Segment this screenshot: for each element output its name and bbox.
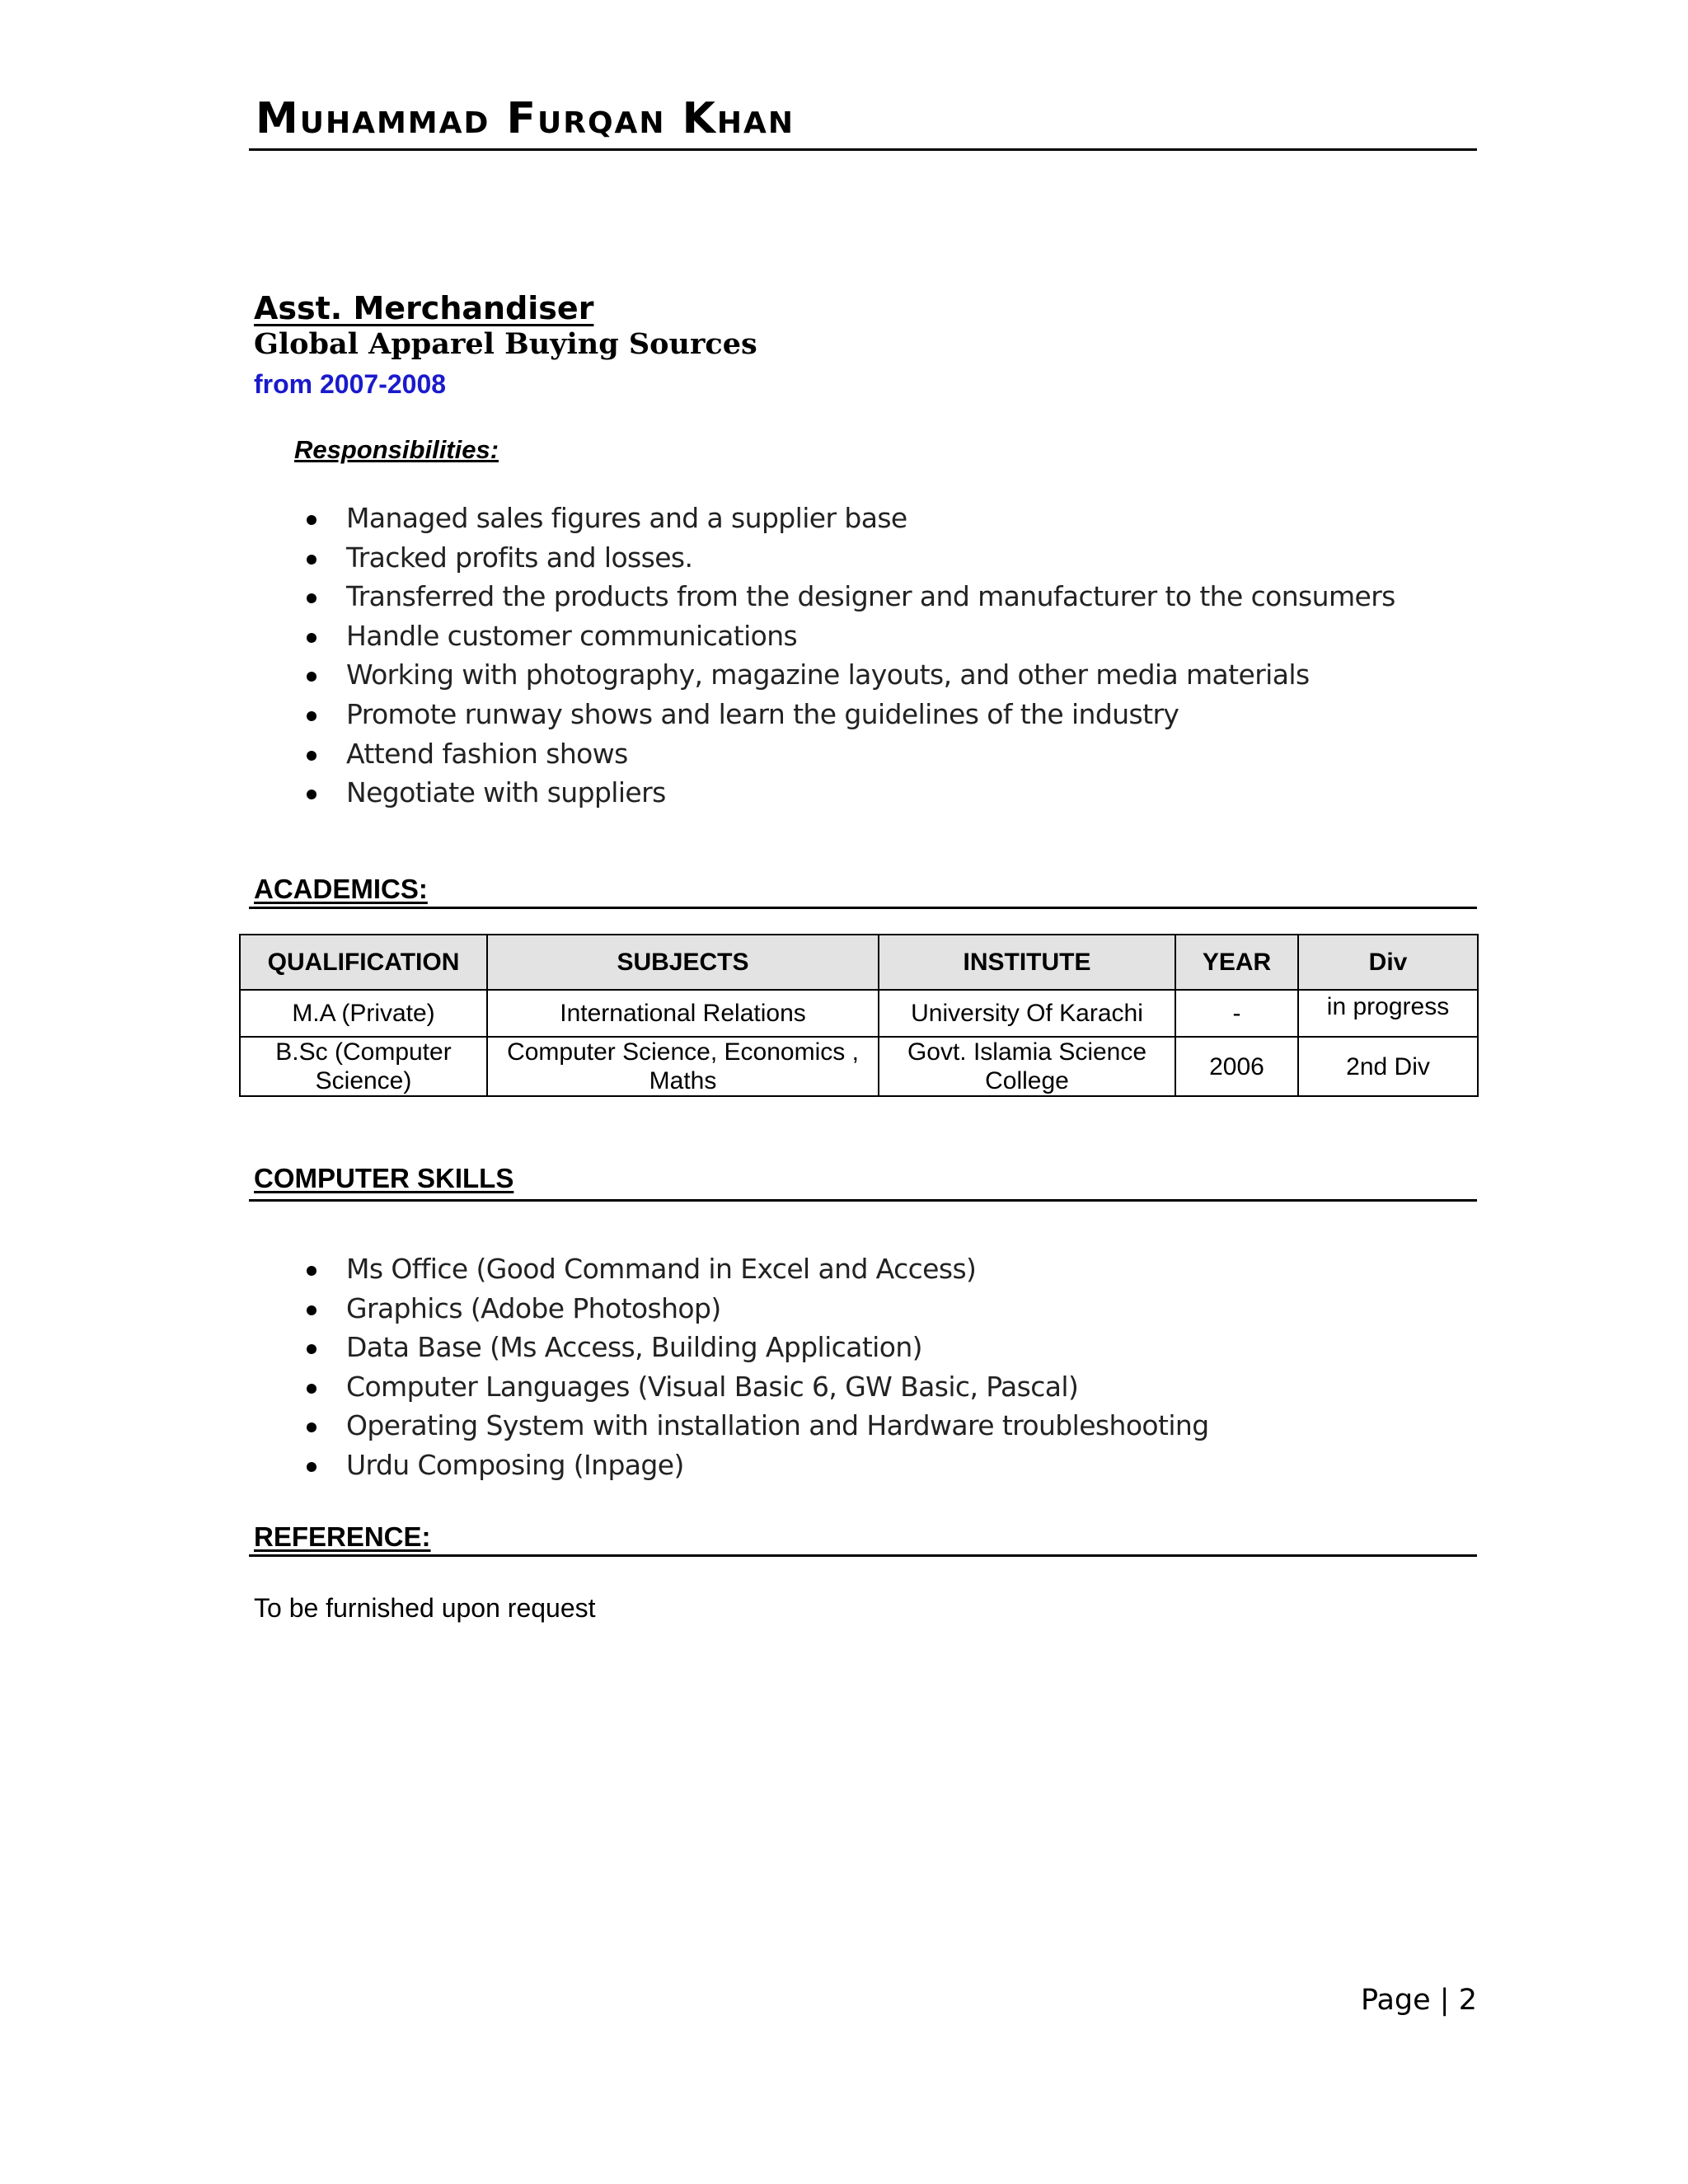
academics-table (239, 934, 1479, 1097)
page-number: Page | 2 (1360, 1984, 1477, 2017)
list-item: Operating System with installation and Hardware troubleshooting (298, 1406, 1209, 1446)
list-item: Data Base (Ms Access, Building Application) (298, 1328, 1209, 1367)
list-item: Tracked profits and losses. (298, 538, 1395, 578)
column-header: INSTITUTE (879, 935, 1175, 990)
list-item: Attend fashion shows (298, 734, 1395, 774)
table-cell: B.Sc (Computer Science) (240, 1037, 487, 1096)
list-item: Promote runway shows and learn the guidelines of the industry (298, 695, 1395, 734)
table-cell: - (1175, 990, 1298, 1037)
reference-divider (249, 1554, 1477, 1557)
column-header: Div (1298, 935, 1478, 990)
table-cell: 2006 (1175, 1037, 1298, 1096)
list-item: Graphics (Adobe Photoshop) (298, 1289, 1209, 1329)
name-divider (249, 148, 1477, 151)
job-title: Asst. Merchandiser (254, 290, 594, 326)
list-item: Managed sales figures and a supplier base (298, 499, 1395, 538)
table-row (240, 1037, 1478, 1096)
academics-divider (249, 907, 1477, 909)
skills-divider (249, 1199, 1477, 1202)
column-header: QUALIFICATION (240, 935, 487, 990)
list-item: Urdu Composing (Inpage) (298, 1446, 1209, 1485)
table-cell: in progress (1298, 990, 1478, 1037)
skills-heading: COMPUTER SKILLS (254, 1163, 514, 1193)
table-cell: International Relations (487, 990, 879, 1037)
reference-heading: REFERENCE: (254, 1521, 431, 1552)
employment-period: from 2007-2008 (254, 369, 447, 399)
list-item: Working with photography, magazine layouts, and other media materials (298, 655, 1395, 695)
responsibilities-list (298, 499, 1395, 813)
table-header-row (240, 935, 1478, 990)
table-cell: Computer Science, Economics , Maths (487, 1037, 879, 1096)
table-cell: University Of Karachi (879, 990, 1175, 1037)
list-item: Handle customer communications (298, 616, 1395, 656)
list-item: Computer Languages (Visual Basic 6, GW Basic, Pascal) (298, 1367, 1209, 1407)
table-row (240, 990, 1478, 1037)
column-header: YEAR (1175, 935, 1298, 990)
academics-heading: ACADEMICS: (254, 874, 428, 904)
list-item: Negotiate with suppliers (298, 773, 1395, 813)
responsibilities-label: Responsibilities: (294, 435, 499, 464)
reference-text: To be furnished upon request (254, 1593, 596, 1623)
list-item: Transferred the products from the designer and manufacturer to the consumers (298, 577, 1395, 616)
table-cell: M.A (Private) (240, 990, 487, 1037)
column-header: SUBJECTS (487, 935, 879, 990)
list-item: Ms Office (Good Command in Excel and Access) (298, 1249, 1209, 1289)
candidate-name: Muhammad Furqan Khan (256, 94, 795, 143)
company-name: Global Apparel Buying Sources (254, 327, 757, 361)
table-cell: Govt. Islamia Science College (879, 1037, 1175, 1096)
table-cell: 2nd Div (1298, 1037, 1478, 1096)
skills-list (298, 1249, 1209, 1485)
